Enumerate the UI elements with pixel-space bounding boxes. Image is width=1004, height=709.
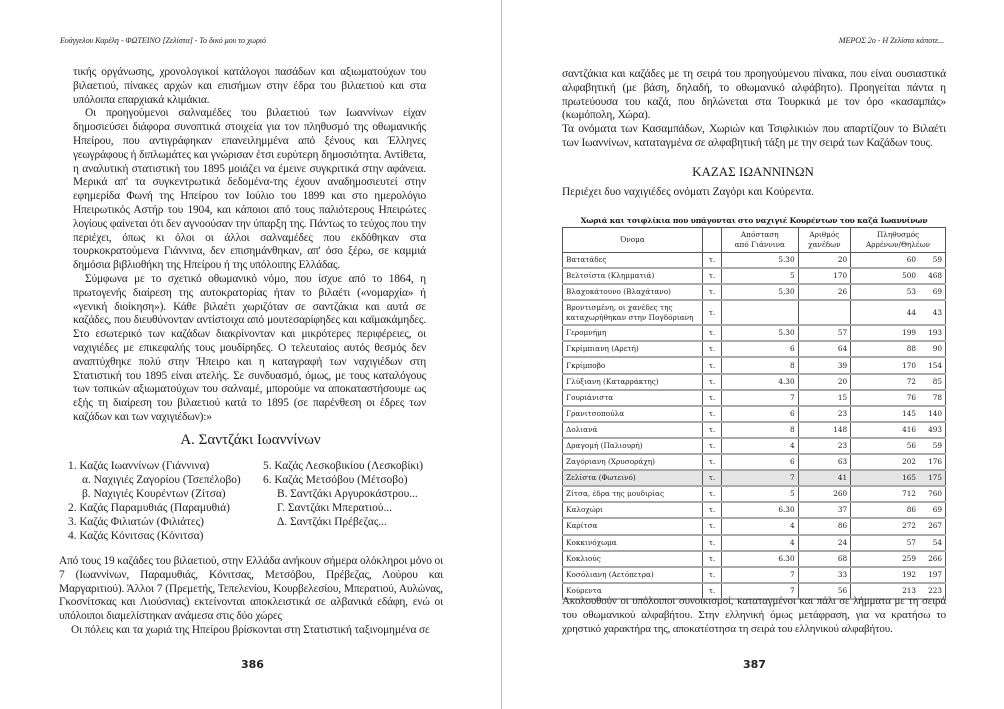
population-female: 43 xyxy=(932,307,942,317)
table-row xyxy=(563,438,946,454)
kaza-title: ΚΑΖΑΣ ΙΩΑΝΝΙΝΩΝ xyxy=(692,164,814,179)
table-row xyxy=(563,268,946,284)
population-male: 76 xyxy=(906,392,916,402)
header-line: Απόσταση xyxy=(740,230,779,239)
population-male: 272 xyxy=(902,521,916,531)
cell-name: Κοκκινόχωμα xyxy=(563,535,703,551)
population-pair xyxy=(851,328,945,338)
population-pair xyxy=(851,308,945,318)
cell-households: 37 xyxy=(798,502,851,518)
header-line: Αρρένων/Θηλέων xyxy=(866,240,931,249)
cell-type: τ. xyxy=(703,422,722,438)
kaza-description: Περιέχει δυο ναχιγιέδες ονόματι Ζαγόρι και Κούρεντα. xyxy=(562,186,814,198)
cell-type: τ. xyxy=(703,341,722,357)
cell-distance: 6 xyxy=(722,406,799,422)
cell-distance xyxy=(722,300,799,325)
population-pair xyxy=(851,409,945,419)
cell-distance: 7 xyxy=(722,583,799,599)
cell-distance: 5.30 xyxy=(722,325,799,341)
cell-type: τ. xyxy=(703,454,722,470)
population-female: 59 xyxy=(932,255,942,265)
cell-distance: 4.30 xyxy=(722,374,799,390)
cell-population xyxy=(851,253,946,269)
population-pair xyxy=(851,457,945,467)
paragraph: σαντζάκια και καζάδες με τη σειρά του προηγούμενου πίνακα, που είναι ουσιαστικά αλφαβητική (με βάση, δηλαδή, το οθωμανικό αλφάβητο). Προηγείται πάντα η πρωτεύουσα του καζά, που δηλώνεται στα Τουρκικά με τον όρο «κασαμπάς» (κωμόπολη, Χώρα). xyxy=(562,68,946,122)
list-item: Δ. Σαντζάκι Πρέβεζας... xyxy=(277,515,387,528)
population-female: 493 xyxy=(928,424,942,434)
population-female: 175 xyxy=(928,473,942,483)
cell-type: τ. xyxy=(703,470,722,486)
population-male: 416 xyxy=(902,424,916,434)
cell-distance: 5 xyxy=(722,486,799,502)
table-row xyxy=(563,357,946,373)
cell-type: τ. xyxy=(703,253,722,269)
population-female: 140 xyxy=(928,408,942,418)
running-header-left: Ευάγγελου Καρέλη - ΦΩΤΕΙΝΟ [Ζελίστα] - Το δικό μου το χωριό xyxy=(60,36,266,45)
cell-type: τ. xyxy=(703,518,722,534)
population-male: 53 xyxy=(906,287,916,297)
table-row xyxy=(563,374,946,390)
cell-type: τ. xyxy=(703,284,722,300)
cell-households: 170 xyxy=(798,268,851,284)
cell-households: 63 xyxy=(798,454,851,470)
cell-population xyxy=(851,502,946,518)
cell-type: τ. xyxy=(703,357,722,373)
cell-households: 148 xyxy=(798,422,851,438)
population-pair xyxy=(851,425,945,435)
cell-households: 23 xyxy=(798,438,851,454)
population-male: 199 xyxy=(902,328,916,338)
table-row xyxy=(563,341,946,357)
cell-name: Κοσόλιανη (Αετόπετρα) xyxy=(563,567,703,583)
page-number-right: 387 xyxy=(743,658,766,671)
list-item: 3. Καζάς Φιλιατών (Φιλιάτες) xyxy=(68,515,204,528)
cell-households: 23 xyxy=(798,406,851,422)
cell-population xyxy=(851,284,946,300)
cell-name: Γκρίμποβο xyxy=(563,357,703,373)
population-pair xyxy=(851,361,945,371)
paragraph: τικής οργάνωσης, χρονολογικοί κατάλογοι πασάδων και αξιωματούχων του βιλαετιού, πίνακες αρχών και επισήμων στην έδρα του βιλαετιού και στα υπόλοιπα επαρχιακά κλιμάκια. xyxy=(73,66,426,106)
cell-households: 33 xyxy=(798,567,851,583)
division-list-right xyxy=(263,460,423,530)
population-male: 170 xyxy=(902,360,916,370)
cell-population xyxy=(851,374,946,390)
cell-name: Γκρίμπιανη (Αρετή) xyxy=(563,341,703,357)
cell-population xyxy=(851,325,946,341)
cell-population xyxy=(851,486,946,502)
table-row xyxy=(563,535,946,551)
table-row xyxy=(563,390,946,406)
population-female: 197 xyxy=(928,569,942,579)
population-pair xyxy=(851,441,945,451)
population-female: 154 xyxy=(928,360,942,370)
header-line: από Γιάννινα xyxy=(734,240,785,249)
population-female: 59 xyxy=(932,440,942,450)
header-line: Αριθμός xyxy=(809,230,840,239)
cell-distance: 4 xyxy=(722,535,799,551)
cell-type: τ. xyxy=(703,268,722,284)
population-female: 69 xyxy=(932,287,942,297)
left-body-text xyxy=(73,66,426,425)
cell-type: τ. xyxy=(703,374,722,390)
list-item: 1. Καζάς Ιωαννίνων (Γιάννινα) xyxy=(68,460,210,472)
cell-distance: 4 xyxy=(722,518,799,534)
column-header-households xyxy=(798,228,851,253)
cell-households: 26 xyxy=(798,284,851,300)
population-pair xyxy=(851,255,945,265)
cell-type: τ. xyxy=(703,325,722,341)
cell-distance: 8 xyxy=(722,422,799,438)
population-male: 712 xyxy=(902,489,916,499)
cell-population xyxy=(851,518,946,534)
population-female: 223 xyxy=(928,585,942,595)
cell-name: Ζελίστα (Φωτεινό) xyxy=(563,470,703,486)
population-pair xyxy=(851,473,945,483)
cell-distance: 4 xyxy=(722,438,799,454)
right-body-text xyxy=(562,68,946,151)
table-row xyxy=(563,567,946,583)
cell-distance: 8 xyxy=(722,357,799,373)
list-item: 6. Καζάς Μετσόβου (Μέτσοβο) xyxy=(263,473,408,486)
cell-population xyxy=(851,341,946,357)
cell-population xyxy=(851,438,946,454)
list-item: β. Ναχιγιές Κουρέντων (Ζίτσα) xyxy=(82,487,226,500)
population-female: 78 xyxy=(932,392,942,402)
population-pair xyxy=(851,505,945,515)
list-item: 4. Καζάς Κόνιτσας (Κόνιτσα) xyxy=(68,529,204,542)
population-pair xyxy=(851,489,945,499)
population-pair xyxy=(851,521,945,531)
cell-type: τ. xyxy=(703,535,722,551)
population-pair xyxy=(851,393,945,403)
population-pair xyxy=(851,570,945,580)
cell-population xyxy=(851,535,946,551)
cell-population xyxy=(851,470,946,486)
column-header-population xyxy=(851,228,946,253)
cell-households: 20 xyxy=(798,374,851,390)
cell-population xyxy=(851,551,946,567)
column-header-distance xyxy=(722,228,799,253)
cell-households: 260 xyxy=(798,486,851,502)
population-pair xyxy=(851,271,945,281)
cell-households: 68 xyxy=(798,551,851,567)
table-row xyxy=(563,551,946,567)
population-female: 193 xyxy=(928,328,942,338)
table-row xyxy=(563,486,946,502)
cell-name: Ζαγόριανη (Χρυσοράχη) xyxy=(563,454,703,470)
cell-name: Καρίτσα xyxy=(563,518,703,534)
table-row xyxy=(563,422,946,438)
cell-population xyxy=(851,357,946,373)
list-item: 5. Καζάς Λεσκοβικίου (Λεσκοβίκι) xyxy=(263,460,423,472)
cell-households: 86 xyxy=(798,518,851,534)
cell-type: τ. xyxy=(703,567,722,583)
population-male: 60 xyxy=(906,255,916,265)
header-line: χανέδων xyxy=(808,240,841,249)
population-male: 86 xyxy=(906,505,916,515)
cell-name: Βλαχοκάτουνο (Βλαχάτανο) xyxy=(563,284,703,300)
cell-type: τ. xyxy=(703,390,722,406)
population-pair xyxy=(851,287,945,297)
table-row xyxy=(563,406,946,422)
section-title: Α. Σαντζάκι Ιωαννίνων xyxy=(180,432,321,448)
cell-type: τ. xyxy=(703,583,722,599)
population-female: 468 xyxy=(928,271,942,281)
paragraph: Από τους 19 καζάδες του βιλαετιού, στην Ελλάδα ανήκουν σήμερα ολόκληροι μόνο οι 7 (Ιωαννίνων, Παραμυθιάς, Κόνιτσας, Μετσόβου, Πρέβεζας, Λούρου και Μαργαριτιού). Άλλοι 7 (Πρεμετής, Τεπελενίου, Κουρβελεσίου, Μπερατιού, Αυλώνας, Γκοσνίτσκας και Λιούσνιας) εκτείνονται αποκλειστικά σε αλβανικά εδάφη, ενώ οι υπόλοιποι διαμελίστηκαν ανάμεσα στις δύο χώρες xyxy=(59,555,443,623)
population-male: 500 xyxy=(902,271,916,281)
cell-distance: 5,30 xyxy=(722,284,799,300)
population-female: 69 xyxy=(932,505,942,515)
cell-name: Βελτσίστα (Κλημματιά) xyxy=(563,268,703,284)
list-item: Β. Σαντζάκι Αργυροκάστρου... xyxy=(277,487,418,500)
table-row xyxy=(563,518,946,534)
cell-households: 57 xyxy=(798,325,851,341)
population-male: 72 xyxy=(906,376,916,386)
table-row xyxy=(563,502,946,518)
population-pair xyxy=(851,344,945,354)
table-row xyxy=(563,470,946,486)
cell-distance: 6.30 xyxy=(722,502,799,518)
cell-name: Δολιανά xyxy=(563,422,703,438)
cell-type: τ. xyxy=(703,502,722,518)
cell-households: 64 xyxy=(798,341,851,357)
cell-name: Κοκλιούς xyxy=(563,551,703,567)
paragraph: Τα ονόματα των Κασαμπάδων, Χωριών και Τσιφλικιών που απαρτίζουν το Βιλαέτι των Ιωαννίνων, καταταγμένα σε αλφαβητική τάξη με την σειρά των Καζάδων τους. xyxy=(562,123,946,149)
cell-households: 56 xyxy=(798,583,851,599)
table-row xyxy=(563,454,946,470)
cell-households: 41 xyxy=(798,470,851,486)
cell-name: Καλοχώρι xyxy=(563,502,703,518)
population-pair xyxy=(851,554,945,564)
table-row xyxy=(563,253,946,269)
cell-distance: 5 xyxy=(722,268,799,284)
population-male: 213 xyxy=(902,585,916,595)
cell-type: τ. xyxy=(703,406,722,422)
left-closing-text xyxy=(59,555,443,638)
villages-table xyxy=(562,227,946,600)
cell-households: 39 xyxy=(798,357,851,373)
table-caption: Χωριά και τσιφλίκια που υπάγονται στο ναχιγιέ Κουρέντων του καζά Ιωαννίνων xyxy=(580,216,928,225)
cell-name: Γρανιτσοπούλα xyxy=(563,406,703,422)
cell-distance: 7 xyxy=(722,390,799,406)
population-male: 165 xyxy=(902,473,916,483)
header-line: Πληθυσμός xyxy=(876,230,920,239)
cell-name: Ζίτσα, έδρα της μουδιρίας xyxy=(563,486,703,502)
cell-name: Γουριάνιστα xyxy=(563,390,703,406)
paragraph: Οι πόλεις και τα χωριά της Ηπείρου βρίσκονται στη Στατιστική ταξινομημένα σε xyxy=(71,623,430,636)
table-body xyxy=(563,253,946,599)
population-male: 259 xyxy=(902,553,916,563)
cell-type: τ. xyxy=(703,300,722,325)
cell-population xyxy=(851,422,946,438)
population-male: 145 xyxy=(902,408,916,418)
population-male: 44 xyxy=(906,307,916,317)
population-female: 85 xyxy=(932,376,942,386)
population-male: 202 xyxy=(902,457,916,467)
cell-name: Βροντισμένη, οι χανέδες της καταχωρήθηκαν στην Πογδόριανη xyxy=(563,300,703,325)
cell-distance: 7 xyxy=(722,567,799,583)
cell-name: Κούρεντα xyxy=(563,583,703,599)
paragraph: Σύμφωνα με το σχετικό οθωμανικό νόμο, που ίσχυε από το 1864, η πρωτογενής διαίρεση της αυτοκρατορίας ήταν το βιλαέτι («νομαρχία» ή «γενική διοίκηση»). Κάθε βιλαέτι χωριζόταν σε σαντζάκια και αυτά σε καζάδες, που διευθύνονταν αντίστοιχα από μουτεσαρίφηδες και καϊμακάμηδες. Στο εσωτερικό των καζάδων διακρίνονταν και μικρότερες περιφέρειες, οι ναχιγιέδες με επικεφαλής τους μουδίρηδες. Ο τελευταίος αυτός θεσμός δεν αναπτύχθηκε πολύ στην Ήπειρο και η καταγραφή των ναχιγιέδων στη Στατιστική του 1895 είναι ατελής. Σε συνδυασμό, όμως, με τους καταλόγους των τοπικών αξιωματούχων του σαλναμέ, μπορούμε να αποκαταστήσουμε ως εξής τη διαίρεση του βιλαετιού κατά το 1895 (σε παρένθεση οι έδρες των καζάδων και των ναχιγιέδων):» xyxy=(73,272,426,423)
list-item: 2. Καζάς Παραμυθιάς (Παραμυθιά) xyxy=(68,501,230,514)
table-header-row xyxy=(563,228,946,253)
population-male: 57 xyxy=(906,537,916,547)
column-header-name: Όνομα xyxy=(563,228,703,253)
left-page xyxy=(0,0,501,709)
page-number-left: 386 xyxy=(241,658,264,671)
list-item: α. Ναχιγιές Ζαγορίου (Τσεπέλοβο) xyxy=(82,473,241,486)
column-header-type xyxy=(703,228,722,253)
population-female: 267 xyxy=(928,521,942,531)
cell-name: Γλύξιανη (Καταρράκτης) xyxy=(563,374,703,390)
population-female: 266 xyxy=(928,553,942,563)
cell-distance: 6.30 xyxy=(722,551,799,567)
running-header-right: ΜΕΡΟΣ 2ο - Η Ζελίστα κάποτε... xyxy=(838,36,944,45)
table-row xyxy=(563,325,946,341)
cell-population xyxy=(851,567,946,583)
cell-households: 15 xyxy=(798,390,851,406)
population-pair xyxy=(851,377,945,387)
population-female: 760 xyxy=(928,489,942,499)
cell-name: Δραγομή (Παλιουρή) xyxy=(563,438,703,454)
cell-households: 24 xyxy=(798,535,851,551)
cell-households: 20 xyxy=(798,253,851,269)
division-list-left xyxy=(68,460,241,543)
list-item: Γ. Σαντζάκι Μπερατιού... xyxy=(277,501,392,514)
cell-population xyxy=(851,268,946,284)
population-pair xyxy=(851,538,945,548)
cell-population xyxy=(851,406,946,422)
cell-distance: 6 xyxy=(722,341,799,357)
cell-distance: 6 xyxy=(722,454,799,470)
cell-type: τ. xyxy=(703,551,722,567)
table-row xyxy=(563,284,946,300)
cell-distance: 5.30 xyxy=(722,253,799,269)
cell-population xyxy=(851,454,946,470)
cell-population xyxy=(851,390,946,406)
cell-type: τ. xyxy=(703,438,722,454)
cell-distance: 7 xyxy=(722,470,799,486)
paragraph: Οι προηγούμενοι σαλναμέδες του βιλαετιού των Ιωαννίνων είχαν δημοσιεύσει διάφορα συνοπτικά στοιχεία για τον πληθυσμό της οθωμανικής Ηπείρου, που αντιγράφηκαν επανειλημμένα από ξένους και Έλληνες γεωγράφους ή διπλωμάτες και γνώρισαν έτσι ευρύτερη δημοσιότητα. Αντίθετα, η αναλυτική στατιστική του 1895 μοιάζει να έμεινε συγκριτικά στην αφάνεια. Μερικά απ' τα συγκεντρωτικά δεδομένα-της έχουν αναδημοσιευτεί στην εφημερίδα Φωνή της Ηπείρου τον Ιούλιο του 1899 και στο ημερολόγιο Ηπειρωτικός Αστήρ του 1904, και κάποιοι από τους παλιότερους Ηπειρώτες λογίους φαίνεται ότι δεν αγνοούσαν την ύπαρξη της. Πάντως το τεύχος που την περιέχει, όπως κι όλοι οι άλλοι σαλναμέδες που εκδόθηκαν στα τουρκοκρατούμενα Γιάννινα, δεν επισημάνθηκαν, απ' όσο ξέρω, σε καμμιά δημόσια βιβλιοθήκη της Ηπείρου ή της υπόλοιπης Ελλάδας. xyxy=(73,107,426,272)
table-row xyxy=(563,300,946,325)
population-male: 56 xyxy=(906,440,916,450)
cell-households xyxy=(798,300,851,325)
population-female: 90 xyxy=(932,344,942,354)
cell-name: Γερομνήμη xyxy=(563,325,703,341)
population-male: 192 xyxy=(902,569,916,579)
right-closing-text: Ακολουθούν οι υπόλοιποι συνοικισμοί, καταταγμένοι και πάλι σε λήμματα με τη σειρά του οθωμανικού αλφαβήτου. Στην ελληνική όμως μετάφραση, για να κρατήσω το χρηστικό χαρακτήρα της, αποκατέστησα τη σειρά του ελληνικού αλφαβήτου. xyxy=(562,595,946,635)
cell-type: τ. xyxy=(703,486,722,502)
population-female: 176 xyxy=(928,457,942,467)
right-page xyxy=(502,0,1004,709)
cell-name: Βατατάδες xyxy=(563,253,703,269)
population-male: 88 xyxy=(906,344,916,354)
cell-population xyxy=(851,300,946,325)
population-female: 54 xyxy=(932,537,942,547)
